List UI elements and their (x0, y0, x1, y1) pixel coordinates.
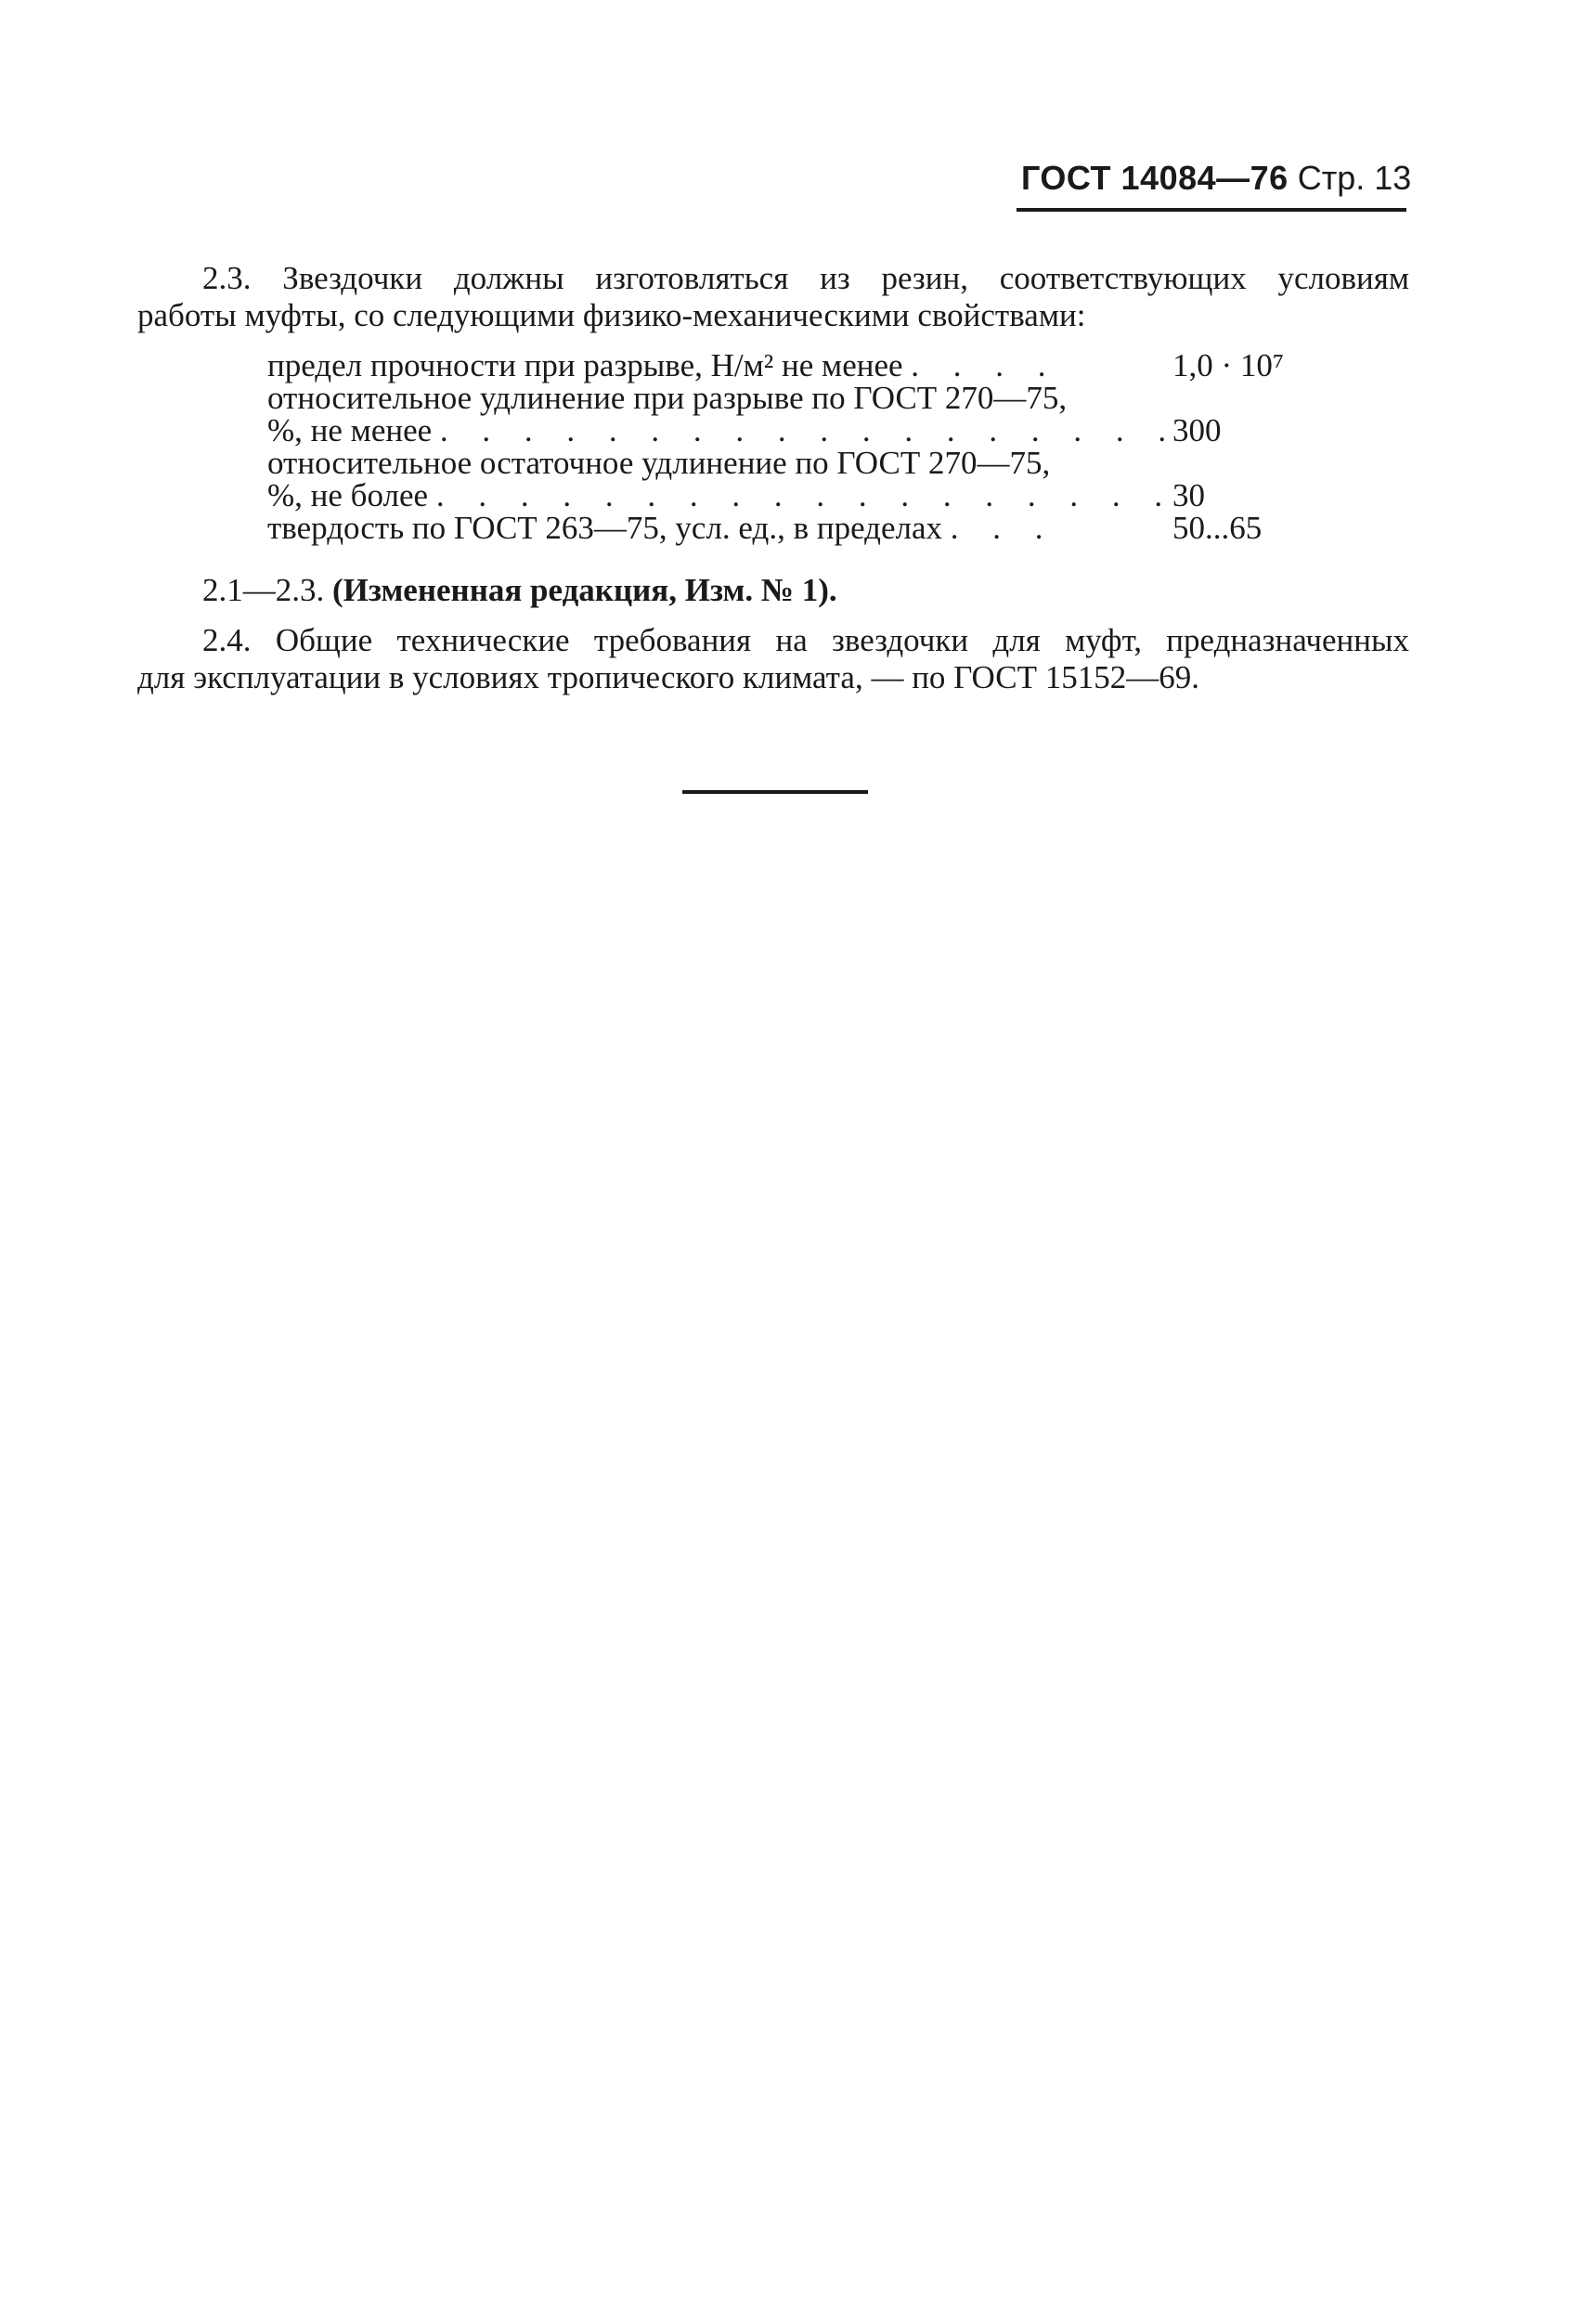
leader-dots: . . . . (911, 347, 1059, 383)
property-label: относительное удлинение при разрыве по ГОСТ 270—75, (267, 380, 1068, 416)
property-label-continued: %, не более (267, 477, 429, 513)
amendment-range: 2.1—2.3. (202, 572, 325, 608)
property-label-continued: %, не менее (267, 412, 433, 448)
leader-dots: . . . . . . . . . . . . . . . . . . (435, 477, 1176, 513)
paragraph-2-4 (137, 622, 1409, 696)
property-value: 300 (1172, 412, 1222, 448)
property-value: 1,0 · 10⁷ (1172, 347, 1285, 383)
property-row-residual-elongation-label (267, 447, 1298, 479)
leader-dots: . . . . . . . . . . . . . . . . . . (439, 412, 1180, 448)
paragraph-2-3-line-2: работы муфты, со следующими физико-механическими свойствами: (137, 297, 1086, 333)
paragraph-2-4-line-2: для эксплуатации в условиях тропического климата, — по ГОСТ 15152—69. (137, 659, 1199, 695)
property-value: 30 (1172, 477, 1205, 513)
property-label: твердость по ГОСТ 263—75, усл. ед., в пределах (267, 510, 942, 546)
amendment-text: (Измененная редакция, Изм. № 1). (332, 572, 837, 608)
page-number: Стр. 13 (1297, 159, 1412, 197)
property-label: предел прочности при разрыве, Н/м² не менее (267, 347, 903, 383)
closing-rule (682, 790, 868, 794)
leader-dots: . . . (950, 510, 1056, 546)
property-value: 50...65 (1172, 510, 1263, 546)
property-row-tensile-strength (267, 349, 1298, 382)
page-header (1021, 158, 1412, 199)
header-underline (1017, 208, 1406, 212)
paragraph-2-3 (137, 260, 1409, 334)
property-row-hardness (267, 512, 1298, 544)
paragraph-2-3-line-1: 2.3. Звездочки должны изготовляться из резин, соответствующих условиям (202, 260, 1409, 296)
paragraph-2-4-line-1: 2.4. Общие технические требования на звездочки для муфт, предназначенных (202, 622, 1409, 658)
property-row-elongation-label (267, 382, 1298, 414)
amendment-note (137, 572, 1409, 609)
properties-table (267, 349, 1298, 544)
property-row-residual-elongation (267, 479, 1298, 512)
standard-number: ГОСТ 14084—76 (1021, 159, 1289, 197)
property-label: относительное остаточное удлинение по ГОСТ 270—75, (267, 445, 1051, 481)
property-row-elongation (267, 414, 1298, 447)
